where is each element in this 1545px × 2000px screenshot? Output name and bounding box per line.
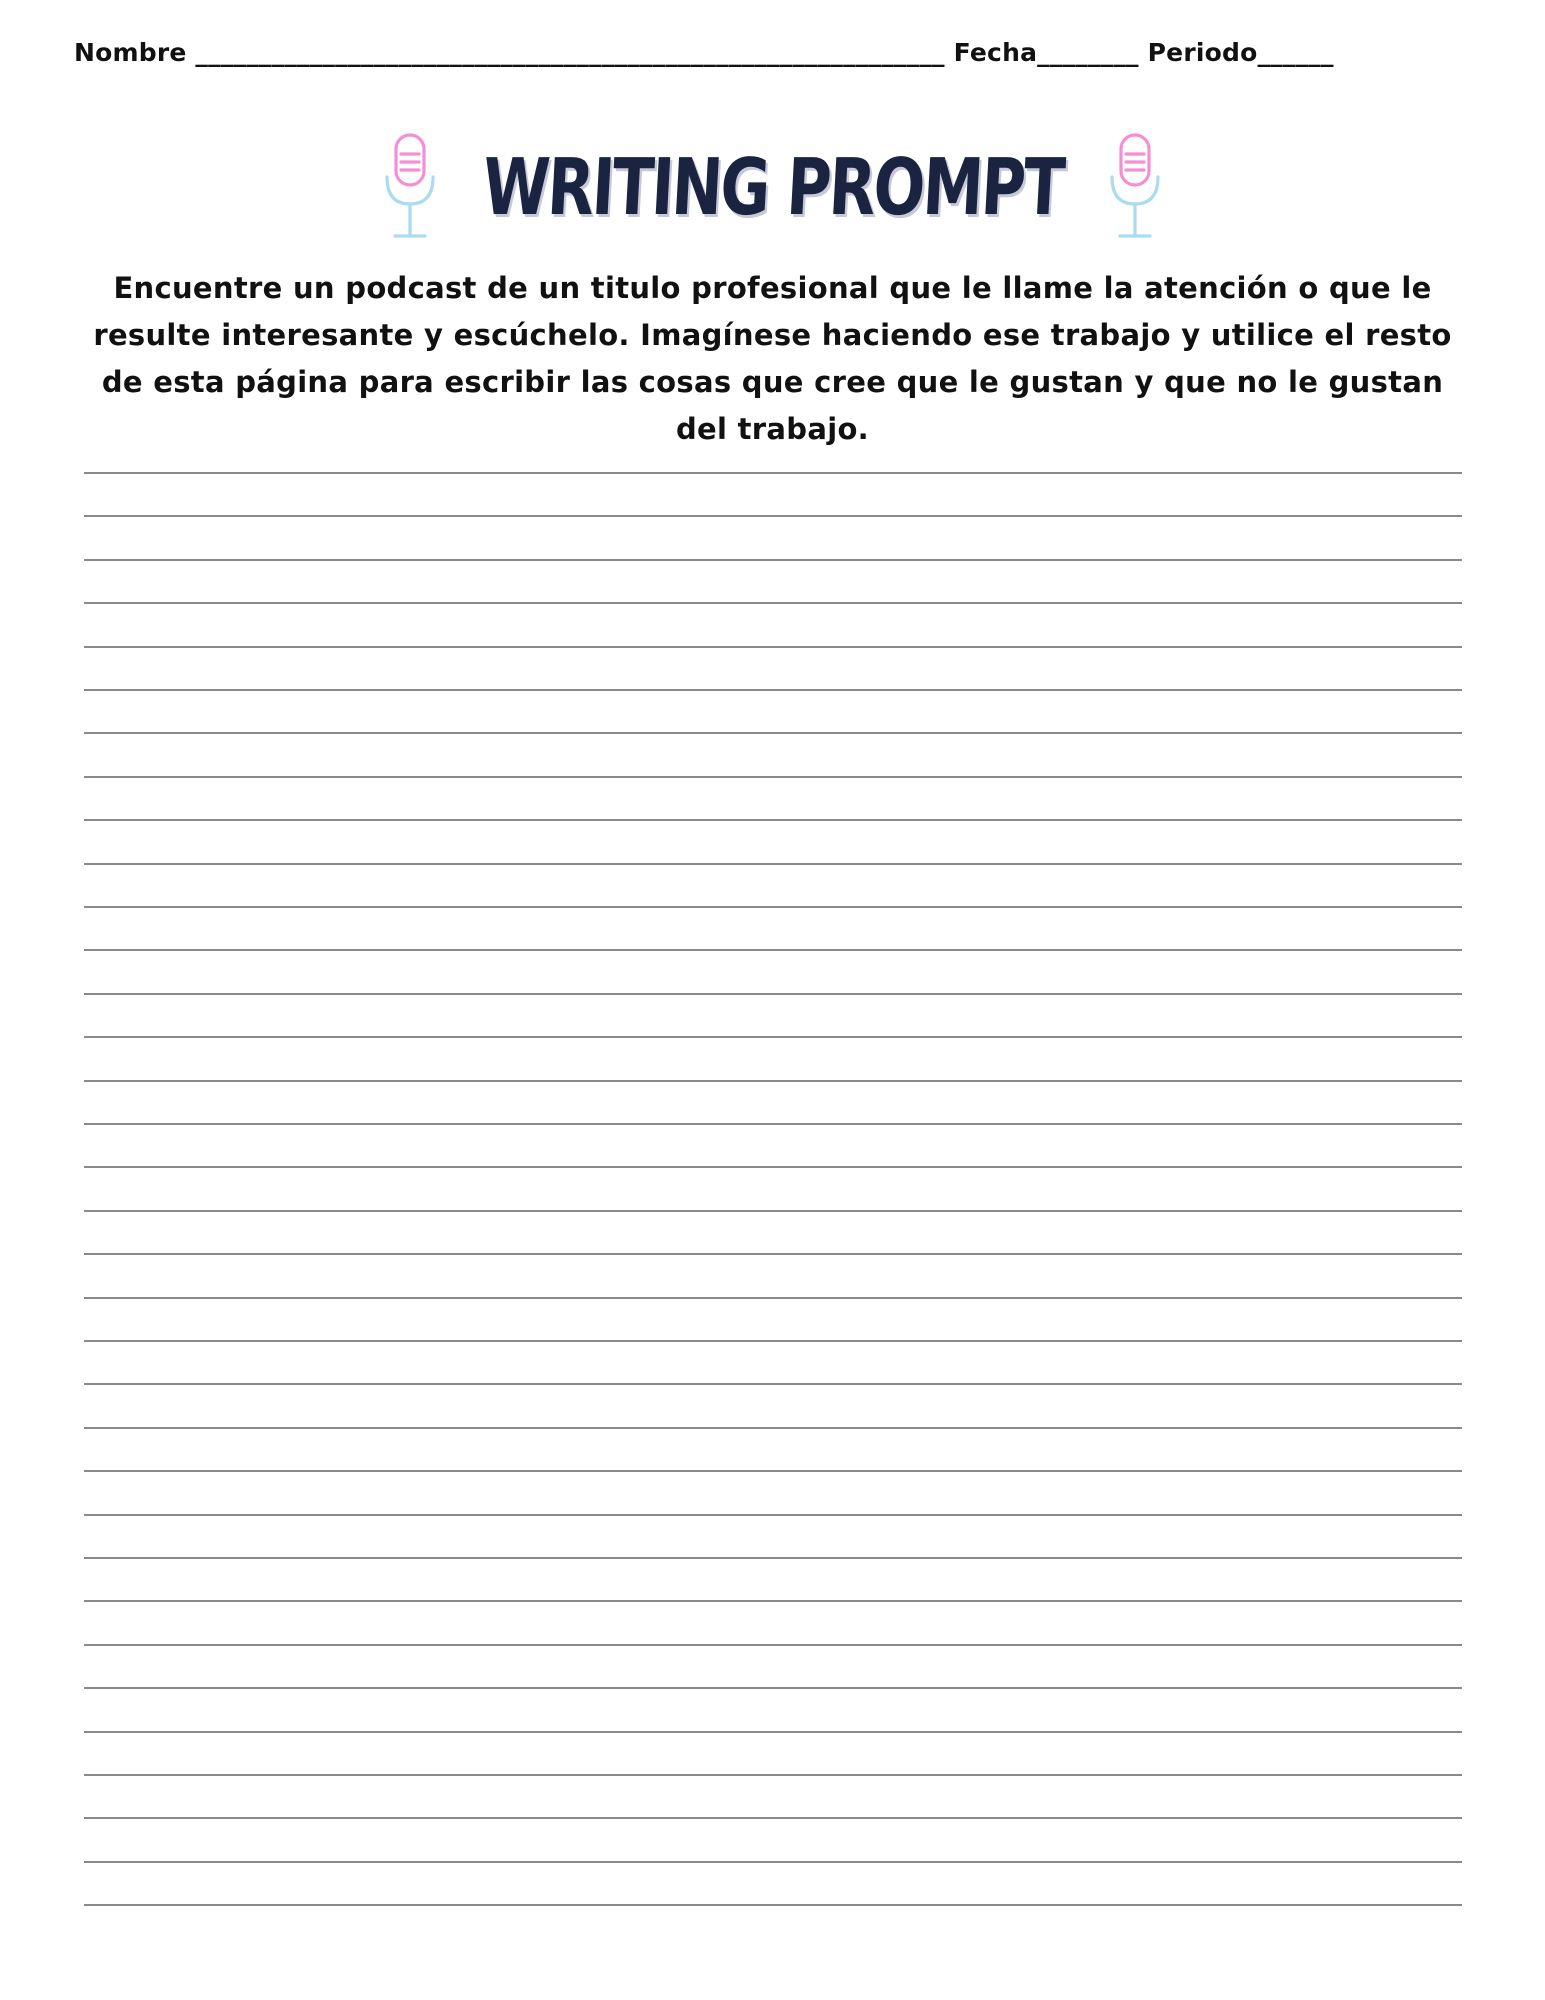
writing-line: [84, 732, 1462, 734]
writing-line: [84, 1383, 1462, 1385]
writing-line: [84, 1297, 1462, 1299]
writing-line: [84, 1123, 1462, 1125]
writing-line: [84, 1427, 1462, 1429]
writing-line: [84, 602, 1462, 604]
writing-line: [84, 689, 1462, 691]
writing-line: [84, 1687, 1462, 1689]
writing-line: [84, 1774, 1462, 1776]
name-field-label[interactable]: Nombre ___________________________________________________________: [74, 38, 945, 67]
writing-line: [84, 819, 1462, 821]
writing-line: [84, 1817, 1462, 1819]
writing-line: [84, 1557, 1462, 1559]
writing-area[interactable]: [84, 0, 1462, 2000]
writing-line: [84, 1036, 1462, 1038]
writing-line: [84, 1904, 1462, 1906]
writing-line: [84, 1600, 1462, 1602]
writing-line: [84, 1080, 1462, 1082]
writing-line: [84, 1210, 1462, 1212]
writing-line: [84, 1470, 1462, 1472]
writing-line: [84, 1514, 1462, 1516]
writing-line: [84, 949, 1462, 951]
prompt-instructions: Encuentre un podcast de un titulo profesional que le llame la atención o que le resulte interesante y escúchelo. Imagínese haciendo ese trabajo y utilice el resto de esta página para escribir las cosas que cree que le gustan y que no le gustan del trabajo.: [93, 271, 1452, 446]
writing-line: [84, 1340, 1462, 1342]
writing-line: [84, 906, 1462, 908]
writing-line: [84, 646, 1462, 648]
writing-line: [84, 515, 1462, 517]
writing-line: [84, 559, 1462, 561]
writing-line: [84, 1861, 1462, 1863]
writing-line: [84, 1644, 1462, 1646]
writing-line: [84, 1731, 1462, 1733]
writing-line: [84, 472, 1462, 474]
writing-line: [84, 776, 1462, 778]
writing-line: [84, 993, 1462, 995]
writing-line: [84, 863, 1462, 865]
period-field-label[interactable]: Periodo______: [1147, 38, 1334, 67]
writing-line: [84, 1166, 1462, 1168]
date-field-label[interactable]: Fecha________: [953, 38, 1139, 67]
page-title: WRITING PROMPT: [480, 143, 1065, 233]
writing-line: [84, 1253, 1462, 1255]
